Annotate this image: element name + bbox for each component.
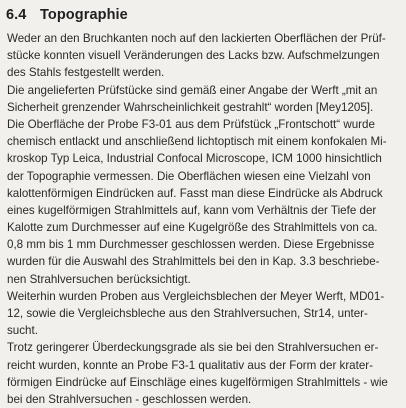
text-line: bei den Strahlversuchen - geschlossen werden. — [7, 392, 252, 406]
text-line: 12, sowie die Vergleichsbleche aus den Strahlversuchen, Str14, unter- — [7, 307, 368, 320]
section-title: Topographie — [40, 7, 128, 23]
section-heading — [6, 7, 128, 23]
text-line: Die Oberfläche der Probe F3-01 aus dem Prüfstück „Frontschott“ wurde — [7, 117, 375, 131]
section-body — [7, 30, 403, 408]
text-line: kalottenförmigen Eindrücken auf. Fasst man diese Eindrücke als Abdruck — [7, 186, 383, 200]
text-line: Sicherheit grenzender Wahrscheinlichkeit gestrahlt“ worden [Mey1205]. — [7, 100, 374, 114]
text-line: Die angelieferten Prüfstücke sind gemäß einer Angabe der Werft „mit an — [7, 83, 378, 97]
text-line: Kalotte zum Durchmesser auf eine Kugelgröße des Strahlmittels von ca. — [7, 221, 378, 235]
text-line: Trotz geringerer Überdeckungsgrade als sie bei den Strahlversuchen er- — [7, 341, 379, 355]
section-number: 6.4 — [6, 7, 27, 23]
text-line: chemisch entlackt und anschließend lichtoptisch mit einem konfokalen Mi- — [7, 135, 387, 149]
text-line: des Stahls festgestellt werden. — [7, 66, 165, 80]
text-line: 0,8 mm bis 1 mm Durchmesser geschlossen werden. Diese Ergebnisse — [7, 238, 375, 252]
text-line: Weder an den Bruchkanten noch auf den lackierten Oberflächen der Prüf- — [7, 32, 386, 45]
text-line: wurden für die Auswahl des Strahlmittels bei den in Kap. 3.3 beschriebe- — [7, 255, 380, 269]
text-line: stücke konnten visuell Veränderungen des Lacks bzw. Aufschmelzungen — [7, 49, 380, 63]
text-line: eines kugelförmigen Strahlmittels auf, kann vom Verhältnis der Tiefe der — [7, 203, 377, 217]
text-line: Weiterhin wurden Proben aus Vergleichsblechen der Meyer Werft, MD01- — [7, 289, 385, 303]
text-line: nen Strahlversuchen berücksichtigt. — [7, 272, 191, 286]
text-line: sucht. — [7, 324, 38, 338]
text-line: kroskop Typ Leica, Industrial Confocal Microscope, ICM 1000 hinsichtlich — [7, 152, 382, 166]
text-line: der Topographie vermessen. Die Oberflächen wiesen eine Vielzahl von — [7, 169, 371, 183]
text-line: förmigen Eindrücke auf Einschläge eines kugelförmigen Strahlmittels - wie — [7, 375, 388, 389]
text-line: reicht wurden, konnte an Probe F3-1 qualitativ aus der Form der krater- — [7, 358, 374, 372]
